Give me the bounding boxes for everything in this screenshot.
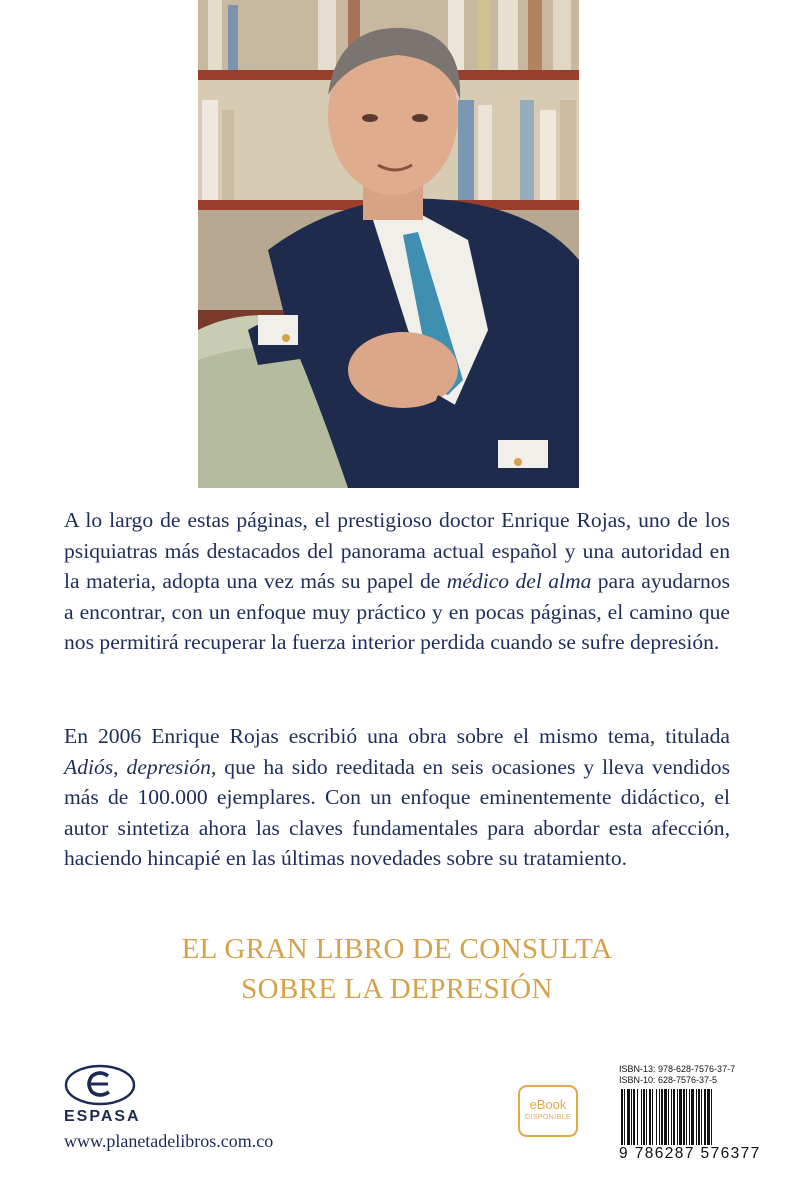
ebook-badge	[518, 1085, 578, 1137]
barcode-icon	[619, 1089, 745, 1145]
tagline-line-1: EL GRAN LIBRO DE CONSULTA	[181, 933, 613, 965]
author-photo	[198, 0, 579, 488]
espasa-logo-icon	[62, 1062, 138, 1108]
isbn-13: ISBN-13: 978-628-7576-37-7	[619, 1064, 736, 1074]
publisher-url: www.planetadelibros.com.co	[64, 1131, 274, 1151]
barcode-number: 9 786287 576377	[619, 1145, 761, 1162]
description-paragraph-1	[64, 505, 730, 658]
paragraph-1-text-a: A lo largo de estas páginas, el prestigioso doctor Enrique Rojas, uno de los psiquiatras más destacados del panorama actual español y una autoridad en la materia, adopta una vez más su papel de	[64, 508, 730, 594]
paragraph-2-italic: Adiós, depresión,	[64, 754, 217, 779]
paragraph-1-italic: médico del alma	[446, 569, 592, 594]
paragraph-2-text-a: En 2006 Enrique Rojas escribió una obra sobre el mismo tema, titulada	[64, 724, 730, 748]
paragraph-1-text-b: para ayudarnos a encontrar, con un enfoque muy práctico y en pocas páginas, el camino que nos permitirá recuperar la fuerza interior perdida cuando se sufre depresión.	[64, 569, 731, 655]
ebook-sub-label: DISPONIBLE	[524, 1114, 571, 1121]
paragraph-2-text-b: que ha sido reeditada en seis ocasiones y lleva vendidos más de 100.000 ejemplares. Con un enfoque eminentemente didáctico, el autor sintetiza ahora las claves fundamentales para abordar esta afección, haciendo hincapié en las últimas novedades sobre su tratamiento.	[64, 754, 730, 871]
isbn-10: ISBN-10: 628-7576-37-5	[619, 1075, 718, 1085]
isbn-block	[619, 1064, 761, 1163]
author-portrait-illustration	[198, 0, 579, 488]
tagline-line-2: SOBRE LA DEPRESIÓN	[241, 973, 553, 1005]
publisher-name: ESPASA	[64, 1108, 141, 1125]
ebook-label: eBook	[529, 1097, 567, 1112]
description-paragraph-2	[64, 721, 730, 874]
